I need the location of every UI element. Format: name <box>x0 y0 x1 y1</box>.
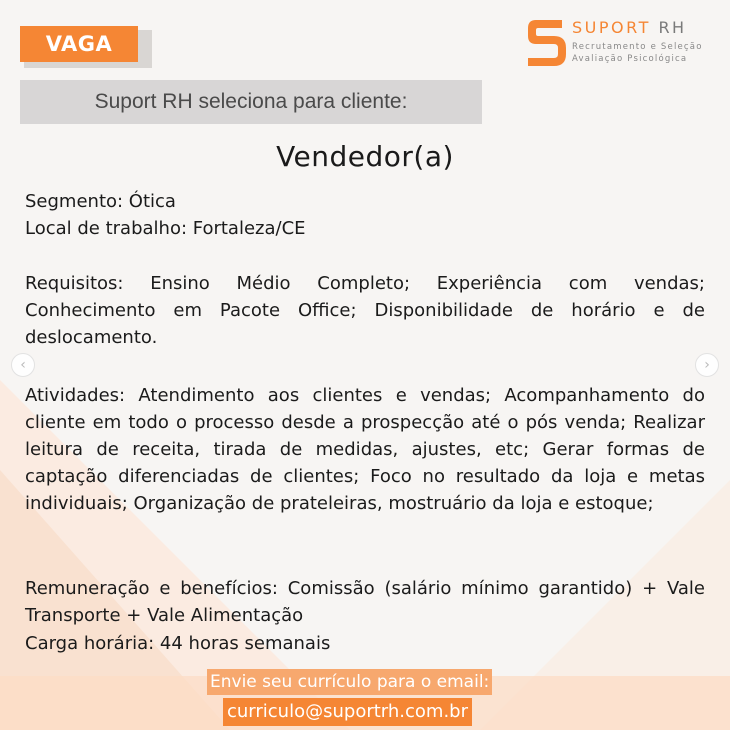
logo-subtitle-2: Avaliação Psicológica <box>572 54 688 64</box>
vaga-badge: VAGA <box>20 26 138 62</box>
logo-brand-suffix: RH <box>658 18 687 37</box>
requisitos-text: Requisitos: Ensino Médio Completo; Experiência com vendas; Conhecimento em Pacote Office; Disponibilidade de horário e de deslocamento. <box>25 273 705 348</box>
chevron-right-icon[interactable]: › <box>695 353 719 377</box>
cta-text: Envie seu currículo para o email: <box>207 669 492 695</box>
chevron-left-icon[interactable]: ‹ <box>11 353 35 377</box>
segmento-text: Segmento: Ótica <box>25 191 176 212</box>
logo-brand: SUPORT <box>572 18 651 37</box>
local-text: Local de trabalho: Fortaleza/CE <box>25 218 306 239</box>
s-logo-icon <box>524 16 566 68</box>
client-banner: Suport RH seleciona para cliente: <box>20 80 482 124</box>
atividades-text: Atividades: Atendimento aos clientes e vendas; Acompanhamento do cliente em todo o processo desde a prospecção até o pós venda; Realizar leitura de receita, tirada de medidas, ajustes, etc; Gerar formas de captação diferenciadas de clientes; Foco no resultado da loja e metas individuais; Organização de prateleiras, mostruário da loja e estoque; <box>25 385 705 514</box>
job-title: Vendedor(a) <box>276 140 454 173</box>
suport-rh-logo <box>524 14 724 72</box>
remuneracao-text: Remuneração e benefícios: Comissão (salário mínimo garantido) + Vale Transporte + Vale Alimentação <box>25 578 705 626</box>
logo-title <box>572 18 687 37</box>
logo-subtitle-1: Recrutamento e Seleção <box>572 42 703 52</box>
carga-horaria-text: Carga horária: 44 horas semanais <box>25 633 331 654</box>
email-link[interactable]: curriculo@suportrh.com.br <box>223 698 472 726</box>
